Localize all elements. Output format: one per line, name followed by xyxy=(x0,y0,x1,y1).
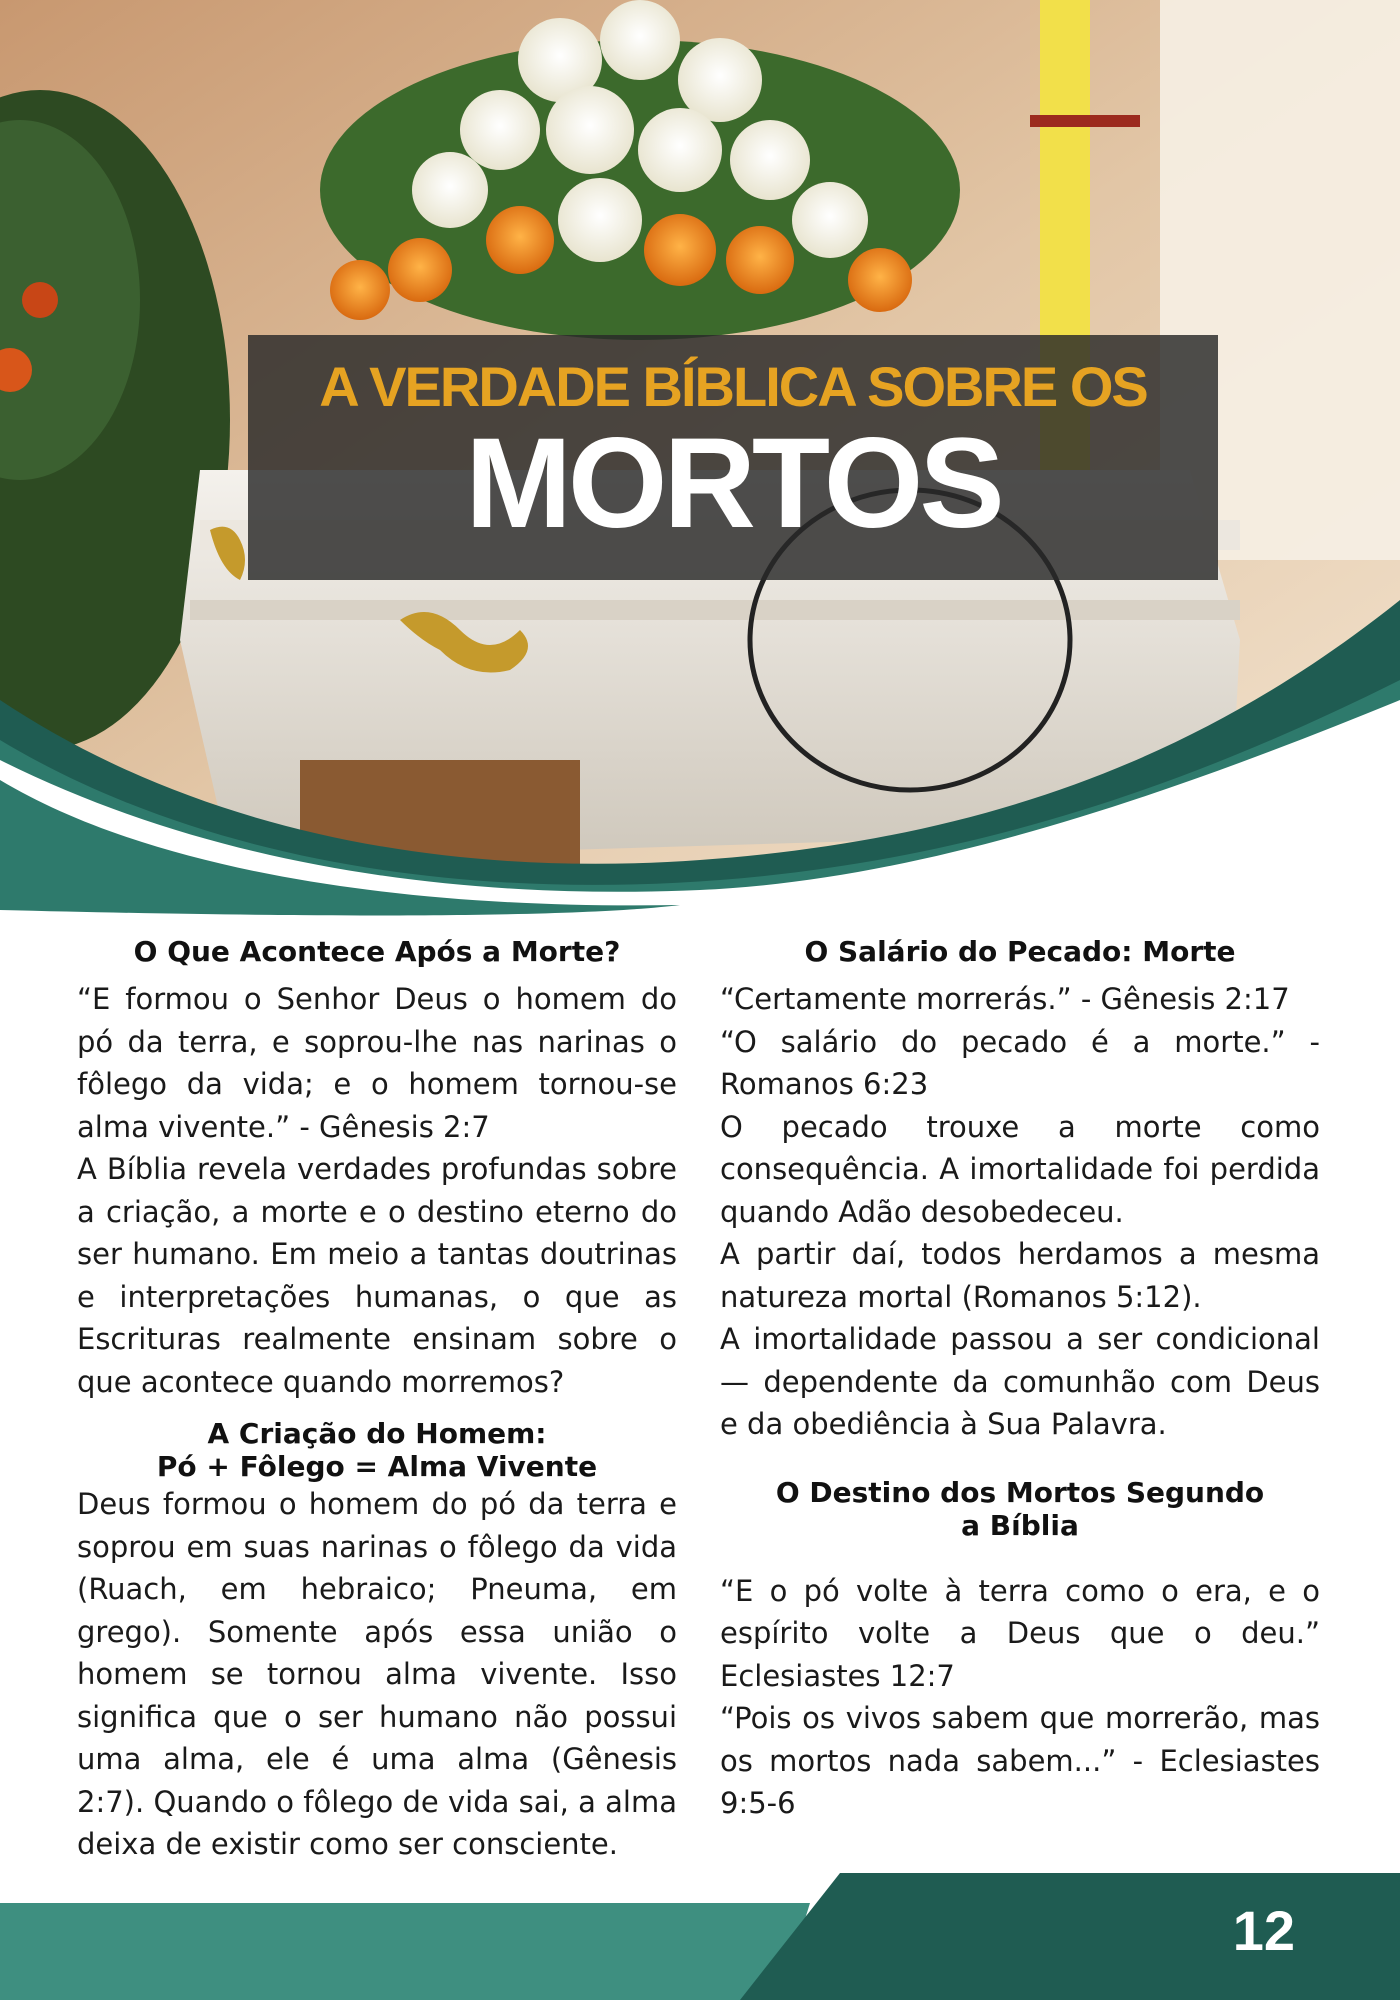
genesis-217-quote: “Certamente morrerás.” - Gênesis 2:17 xyxy=(720,982,1290,1016)
section-heading-destiny-line-1: O Destino dos Mortos Segundo xyxy=(775,1475,1265,1509)
creation-paragraph: Deus formou o homem do pó da terra e soprou em suas narinas o fôlego da vida (Ruach, em hebraico; Pneuma, em grego). Somente após essa união o homem se tornou alma vivente. Isso significa que o ser humano não possui uma alma, ele é uma alma (Gênesis 2:7). Quando o fôlego de vida sai, a alma deixa de existir como ser consciente. xyxy=(77,1487,677,1861)
conditional-immortality-paragraph: A imortalidade passou a ser condicional — dependente da comunhão com Deus e da obediência à Sua Palavra. xyxy=(720,1322,1320,1441)
right-column xyxy=(720,935,1320,1825)
page-number: 12 xyxy=(1232,1899,1295,1962)
section-heading-after-death: O Que Acontece Após a Morte? xyxy=(133,935,621,968)
footer-band xyxy=(0,1870,1400,2000)
section-heading-creation-line-2: Pó + Fôlego = Alma Vivente xyxy=(156,1450,598,1483)
genesis-quote: “E formou o Senhor Deus o homem do pó da terra, e soprou-lhe nas narinas o fôlego da vida; e o homem tornou-se alma vivente.” - Gênesis 2:7 xyxy=(77,982,677,1144)
section-heading-sin-wages: O Salário do Pecado: Morte xyxy=(804,935,1236,968)
title-banner xyxy=(248,335,1218,580)
title-line-2: MORTOS xyxy=(465,412,1001,555)
hero-image xyxy=(0,0,1400,930)
title-line-1: A VERDADE BÍBLICA SOBRE OS xyxy=(319,355,1147,418)
section-heading-creation-line-1: A Criação do Homem: xyxy=(207,1417,547,1450)
section-heading-destiny-line-2: a Bíblia xyxy=(961,1508,1079,1542)
section-heading-destiny xyxy=(720,1476,1320,1542)
left-column xyxy=(77,935,677,1866)
footer-shapes xyxy=(0,1870,1400,2000)
intro-paragraph: A Bíblia revela verdades profundas sobre a criação, a morte e o destino eterno do ser humano. Em meio a tantas doutrinas e interpretações humanas, o que as Escrituras realmente ensinam sobre o que acontece quando morremos? xyxy=(77,1152,677,1399)
mortal-nature-paragraph: A partir daí, todos herdamos a mesma natureza mortal (Romanos 5:12). xyxy=(720,1237,1320,1314)
section-heading-creation xyxy=(77,1417,677,1483)
ecclesiastes-127-quote: “E o pó volte à terra como o era, e o espírito volte a Deus que o deu.” Eclesiastes 12:7 xyxy=(720,1573,1320,1693)
ecclesiastes-95-quote: “Pois os vivos sabem que morrerão, mas os mortos nada sabem...” - Eclesiastes 9:5-6 xyxy=(720,1701,1320,1820)
romans-623-quote: “O salário do pecado é a morte.” - Romanos 6:23 xyxy=(720,1024,1320,1101)
sin-consequence-paragraph: O pecado trouxe a morte como consequência. A imortalidade foi perdida quando Adão desobedeceu. xyxy=(720,1109,1320,1229)
